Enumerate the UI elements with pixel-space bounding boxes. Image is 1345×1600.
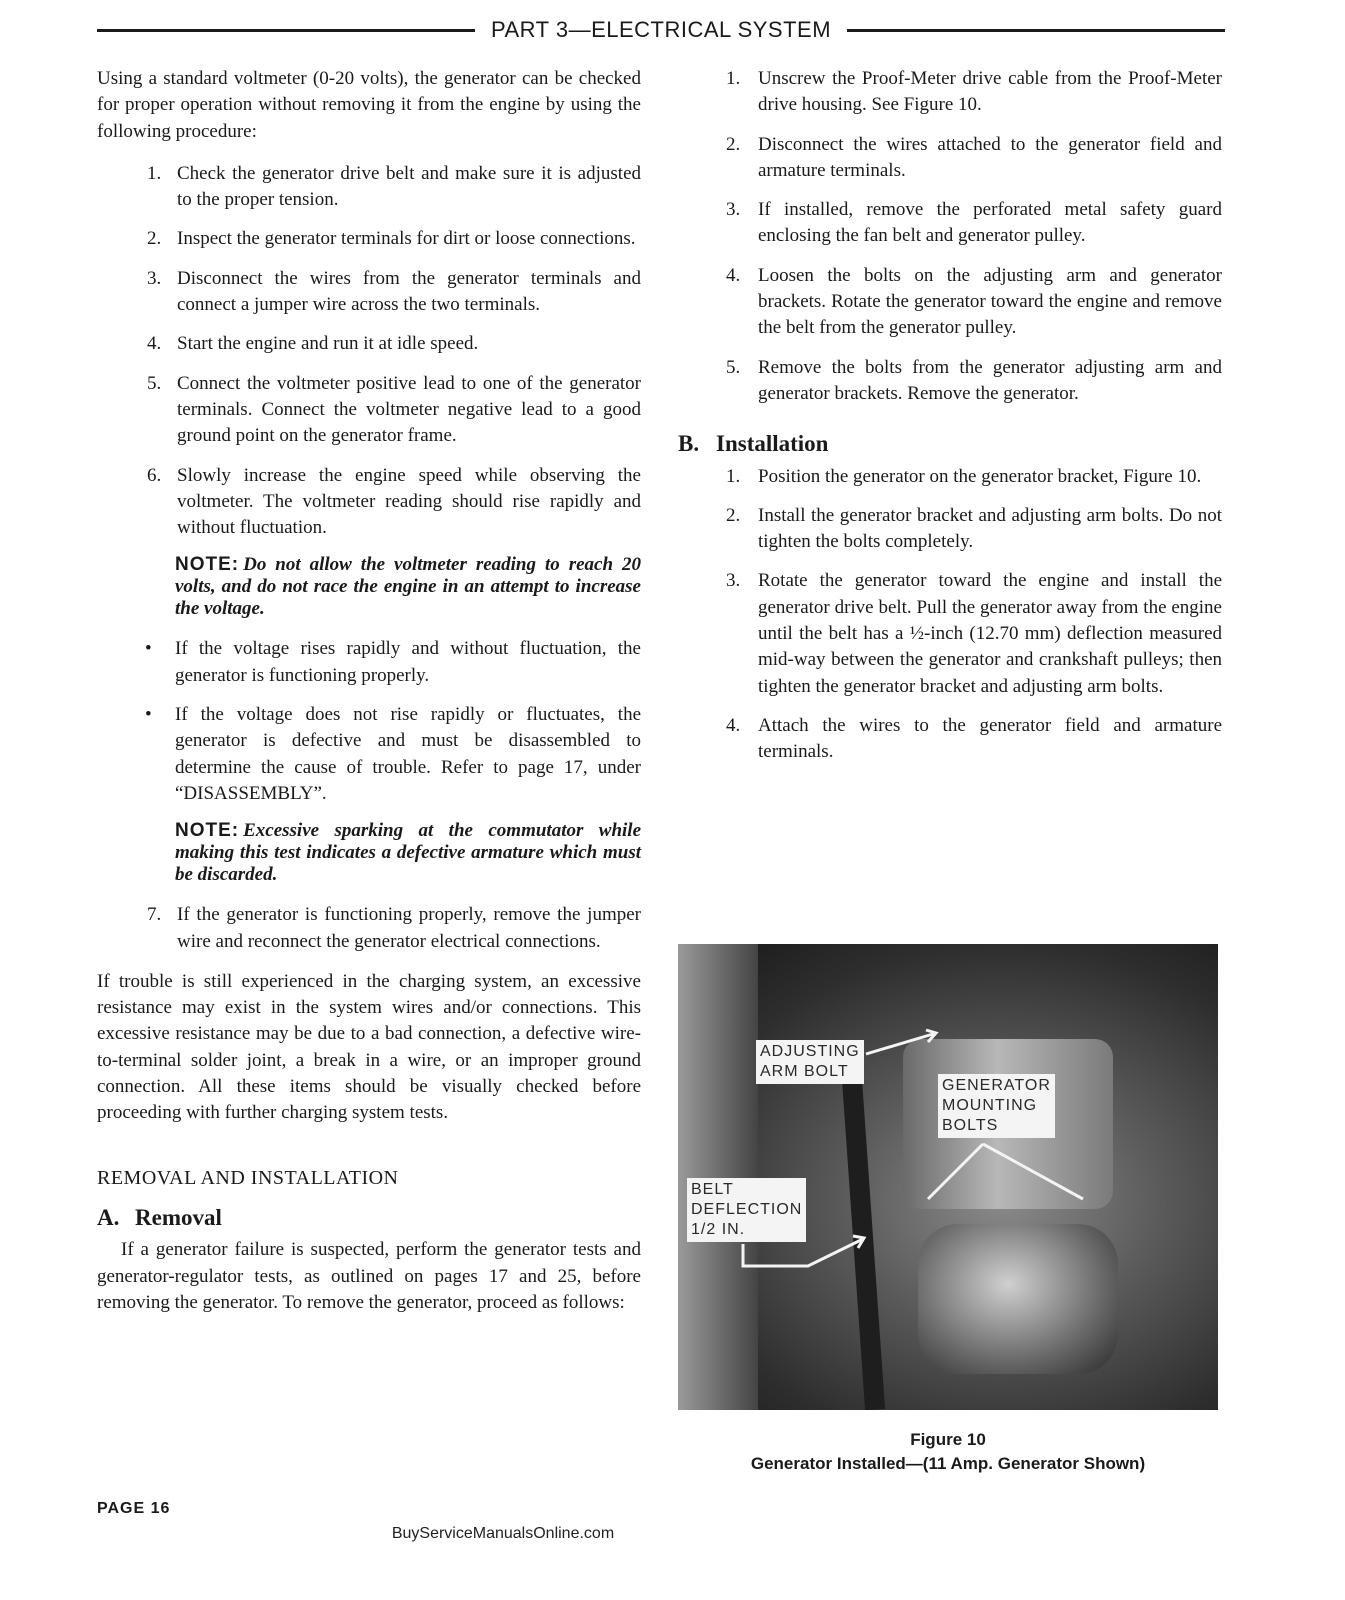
figure-caption bbox=[678, 1428, 1218, 1476]
arrow-line bbox=[743, 1239, 863, 1266]
list-item bbox=[678, 263, 1222, 342]
step-number: 4. bbox=[726, 714, 741, 736]
label-belt-deflection bbox=[687, 1178, 806, 1242]
list-item bbox=[97, 902, 641, 955]
subsection-heading-removal bbox=[97, 1205, 641, 1231]
arrow-line bbox=[866, 1034, 933, 1054]
step-text: Rotate the generator toward the engine and install the generator drive belt. Pull the generator away from the engine until the belt has a ½-inch (12.70 mm) deflection measured mid-way between the generator and crankshaft pulleys; then tighten the generator bracket and adjusting arm bolts. bbox=[758, 570, 1222, 697]
removal-intro-paragraph: If a generator failure is suspected, perform the generator tests and generator-regulator tests, as outlined on pages 17 and 25, before removing the generator. To remove the generator, proceed as follows: bbox=[97, 1239, 641, 1313]
step-text: Slowly increase the engine speed while observing the voltmeter. The voltmeter reading should rise rapidly and without fluctuation. bbox=[177, 464, 641, 539]
label-line: GENERATOR bbox=[942, 1077, 1051, 1094]
watermark: BuyServiceManualsOnline.com bbox=[391, 1525, 615, 1542]
bullet-text: If the voltage does not rise rapidly or fluctuates, the generator is defective and must be disassembled to determine the cause of trouble. Refer to page 17, under “DISASSEMBLY”. bbox=[175, 704, 641, 804]
header-rule-right bbox=[847, 29, 1225, 32]
right-column bbox=[678, 66, 1222, 779]
step-text: Position the generator on the generator bracket, Figure 10. bbox=[758, 465, 1202, 487]
arrow-line bbox=[928, 1144, 983, 1199]
list-item bbox=[678, 66, 1222, 119]
figure-caption-text: Generator Installed—(11 Amp. Generator Shown) bbox=[750, 1454, 1146, 1473]
step-number: 4. bbox=[147, 333, 162, 355]
step-number: 2. bbox=[147, 228, 162, 250]
list-item bbox=[97, 463, 641, 542]
list-item bbox=[678, 503, 1222, 556]
label-line: BOLTS bbox=[942, 1117, 999, 1134]
list-item bbox=[97, 331, 641, 357]
step-text: Inspect the generator terminals for dirt or loose connections. bbox=[177, 228, 636, 250]
step-number: 1. bbox=[726, 68, 741, 89]
note-voltage bbox=[97, 554, 641, 620]
note-sparking bbox=[97, 820, 641, 886]
step-text: If the generator is functioning properly, remove the jumper wire and reconnect the generator electrical connections. bbox=[177, 904, 641, 952]
label-line: ADJUSTING bbox=[760, 1043, 860, 1060]
list-item bbox=[97, 161, 641, 214]
step-text: Install the generator bracket and adjusting arm bolts. Do not tighten the bolts completely. bbox=[758, 504, 1222, 553]
list-item bbox=[97, 371, 641, 450]
step-text: Unscrew the Proof-Meter drive cable from the Proof-Meter drive housing. See Figure 10. bbox=[758, 68, 1222, 116]
step-text: Loosen the bolts on the adjusting arm and generator brackets. Rotate the generator toward the engine and remove the belt from the generator pulley. bbox=[758, 264, 1222, 339]
label-line: 1/2 IN. bbox=[691, 1221, 746, 1238]
note-text: Do not allow the voltmeter reading to reach 20 volts, and do not race the engine in an attempt to increase the voltage. bbox=[175, 554, 641, 620]
subsection-heading-installation bbox=[678, 431, 1222, 457]
step-number: 5. bbox=[147, 372, 162, 394]
bullet-text: If the voltage rises rapidly and without fluctuation, the generator is functioning properly. bbox=[175, 638, 641, 686]
list-item bbox=[97, 226, 641, 252]
list-item bbox=[678, 197, 1222, 250]
step-number: 7. bbox=[147, 904, 162, 926]
note-text: Excessive sparking at the commutator while making this test indicates a defective armature which must be discarded. bbox=[175, 820, 641, 886]
bullet-dot-icon: • bbox=[145, 638, 152, 660]
note-label: NOTE: bbox=[175, 554, 240, 576]
photo-arrows bbox=[678, 944, 1218, 1410]
resistance-paragraph: If trouble is still experienced in the charging system, an excessive resistance may exist in the system wires and/or connections. This excessive resistance may be due to a bad connection, a defective wire-to-terminal solder joint, a break in a wire, or an improper ground connection. All these items should be visually checked before proceeding with further charging system tests. bbox=[97, 970, 641, 1124]
arrow-adjusting bbox=[866, 1030, 936, 1054]
step-text: Disconnect the wires attached to the generator field and armature terminals. bbox=[758, 133, 1222, 181]
list-item bbox=[678, 568, 1222, 699]
step-number: 3. bbox=[726, 199, 741, 221]
label-line: ARM BOLT bbox=[760, 1063, 849, 1080]
list-item bbox=[97, 266, 641, 319]
page-title: PART 3—ELECTRICAL SYSTEM bbox=[490, 17, 832, 42]
label-line: BELT bbox=[691, 1181, 734, 1198]
label-line: DEFLECTION bbox=[691, 1201, 803, 1218]
label-generator-mounting-bolts bbox=[938, 1074, 1055, 1138]
step-text: Connect the voltmeter positive lead to one of the generator terminals. Connect the voltmeter negative lead to a good ground point on the generator frame. bbox=[177, 372, 641, 447]
step-text: Disconnect the wires from the generator terminals and connect a jumper wire across the two terminals. bbox=[177, 267, 641, 316]
intro-paragraph: Using a standard voltmeter (0-20 volts), the generator can be checked for proper operation without removing it from the engine by using the following procedure: bbox=[97, 68, 641, 142]
figure-caption-title: Figure 10 bbox=[910, 1430, 986, 1449]
bullet-item bbox=[97, 636, 641, 689]
bullet-item bbox=[97, 702, 641, 807]
step-number: 1. bbox=[726, 465, 741, 487]
subsection-letter: B. bbox=[678, 431, 700, 457]
label-line: MOUNTING bbox=[942, 1097, 1038, 1114]
subsection-letter: A. bbox=[97, 1204, 120, 1230]
list-item bbox=[678, 355, 1222, 408]
step-text: If installed, remove the perforated metal safety guard enclosing the fan belt and generator pulley. bbox=[758, 199, 1222, 247]
step-number: 2. bbox=[726, 504, 741, 526]
page-number: PAGE 16 bbox=[97, 1500, 171, 1517]
label-adjusting-arm-bolt bbox=[756, 1040, 864, 1084]
list-item bbox=[678, 132, 1222, 185]
header-rule-left bbox=[97, 29, 475, 32]
step-number: 5. bbox=[726, 356, 741, 378]
step-number: 6. bbox=[147, 464, 162, 486]
step-text: Start the engine and run it at idle speed. bbox=[177, 333, 479, 355]
step-text: Attach the wires to the generator field and armature terminals. bbox=[758, 714, 1222, 763]
list-item bbox=[678, 464, 1222, 490]
bullet-dot-icon: • bbox=[145, 704, 152, 726]
list-item bbox=[678, 713, 1222, 766]
step-text: Remove the bolts from the generator adjusting arm and generator brackets. Remove the generator. bbox=[758, 356, 1222, 404]
generator-photo bbox=[678, 944, 1218, 1410]
step-text: Check the generator drive belt and make sure it is adjusted to the proper tension. bbox=[177, 162, 641, 211]
step-number: 1. bbox=[147, 162, 162, 184]
left-column bbox=[97, 66, 641, 1316]
arrow-mounting bbox=[928, 1144, 1083, 1199]
step-number: 3. bbox=[726, 570, 741, 592]
note-label: NOTE: bbox=[175, 820, 240, 842]
step-number: 3. bbox=[147, 267, 162, 289]
page-header bbox=[97, 14, 1225, 48]
step-number: 4. bbox=[726, 264, 741, 286]
step-number: 2. bbox=[726, 133, 741, 155]
subsection-title: Installation bbox=[716, 431, 829, 457]
section-heading: REMOVAL AND INSTALLATION bbox=[97, 1166, 399, 1189]
subsection-title: Removal bbox=[135, 1204, 222, 1230]
arrow-line bbox=[983, 1144, 1083, 1199]
